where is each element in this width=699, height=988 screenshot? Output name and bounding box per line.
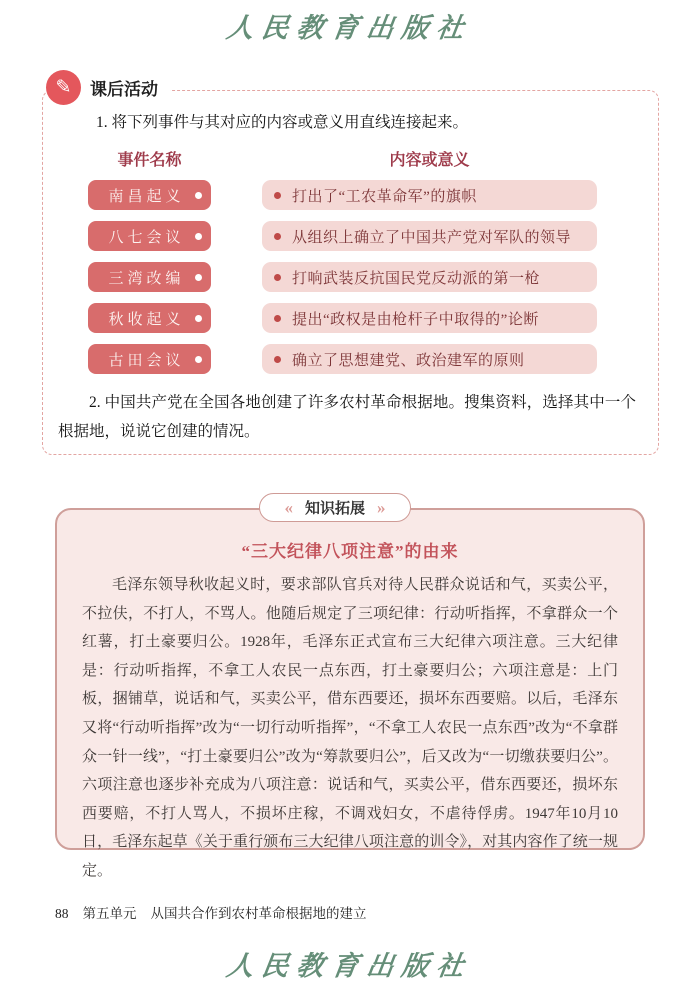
meaning-label: 从组织上确立了中国共产党对军队的领导 (292, 229, 572, 246)
publisher-watermark-top: 人民教育出版社 (224, 13, 474, 43)
connector-dot-icon[interactable] (195, 315, 202, 322)
event-label: 秋收起义 (108, 311, 185, 328)
publisher-watermark-bottom: 人民教育出版社 (224, 951, 474, 981)
matching-exercise (88, 180, 597, 385)
meaning-label: 打响武装反抗国民党反动派的第一枪 (292, 270, 541, 287)
event-label: 古田会议 (108, 352, 185, 369)
meaning-label: 提出“政权是由枪杆子中取得的”论断 (292, 311, 539, 328)
match-row (88, 262, 597, 292)
activity-question-1: 1. 将下列事件与其对应的内容或意义用直线连接起来。 (96, 114, 469, 131)
connector-dot-icon[interactable] (274, 356, 281, 363)
knowledge-badge-label: 知识拓展 (304, 500, 365, 517)
pencil-badge-icon: ✎ (46, 70, 81, 105)
match-row (88, 221, 597, 251)
knowledge-expansion-box (55, 508, 645, 879)
match-row (88, 344, 597, 374)
event-item[interactable] (88, 180, 211, 210)
meaning-item[interactable] (262, 180, 597, 210)
event-item[interactable] (88, 221, 211, 251)
connector-dot-icon[interactable] (274, 192, 281, 199)
knowledge-expansion-badge (259, 493, 411, 522)
knowledge-title: “三大纪律八项注意”的由来 (241, 542, 459, 561)
activity-section-title: 课后活动 (90, 80, 158, 99)
event-label: 三湾改编 (108, 270, 185, 287)
page-number: 88 (55, 906, 69, 921)
meaning-label: 打出了“工农革命军”的旗帜 (292, 188, 477, 205)
match-row (88, 180, 597, 210)
unit-title: 从国共合作到农村革命根据地的建立 (150, 906, 367, 921)
event-label: 南昌起义 (108, 188, 185, 205)
connector-dot-icon[interactable] (195, 192, 202, 199)
activity-question-2: 2. 中国共产党在全国各地创建了许多农村革命根据地。搜集资料，选择其中一个根据地，说说它创建的情况。 (58, 394, 636, 440)
activity-header (46, 70, 170, 105)
meaning-item[interactable] (262, 344, 597, 374)
unit-label: 第五单元 (82, 906, 137, 921)
connector-dot-icon[interactable] (195, 274, 202, 281)
chevron-left-icon: « (284, 498, 293, 517)
connector-dot-icon[interactable] (195, 233, 202, 240)
column-header-events: 事件名称 (117, 152, 182, 169)
meaning-item[interactable] (262, 303, 597, 333)
column-header-meanings: 内容或意义 (389, 152, 470, 169)
meaning-item[interactable] (262, 262, 597, 292)
match-row (88, 303, 597, 333)
event-label: 八七会议 (108, 229, 185, 246)
knowledge-body-text: 毛泽东领导秋收起义时，要求部队官兵对待人民群众说话和气，买卖公平，不拉伕，不打人，不骂人。他随后规定了三项纪律：行动听指挥，不拿群众一个红薯，打土豪要归公。1928年，毛泽东正式宣布三大纪律六项注意。三大纪律是：行动听指挥，不拿工人农民一点东西，打土豪要归公；六项注意是：上门板，捆铺草，说话和气，买卖公平，借东西要还，损坏东西要赔。以后，毛泽东又将“行动听指挥”改为“一切行动听指挥”，“不拿工人农民一点东西”改为“不拿群众一针一线”，“打土豪要归公”改为“筹款要归公”，后又改为“一切缴获要归公”。六项注意也逐步补充成为八项注意：说话和气，买卖公平，借东西要还，损坏东西要赔，不打人骂人，不损坏庄稼，不调戏妇女，不虐待俘虏。1947年10月10日，毛泽东起草《关于重行颁布三大纪律八项注意的训令》，对其内容作了统一规定。 (82, 577, 618, 879)
event-item[interactable] (88, 344, 211, 374)
page-footer (55, 902, 367, 922)
meaning-item[interactable] (262, 221, 597, 251)
event-item[interactable] (88, 262, 211, 292)
connector-dot-icon[interactable] (274, 315, 281, 322)
connector-dot-icon[interactable] (274, 233, 281, 240)
meaning-label: 确立了思想建党、政治建军的原则 (292, 352, 525, 369)
connector-dot-icon[interactable] (195, 356, 202, 363)
chevron-right-icon: » (377, 498, 386, 517)
event-item[interactable] (88, 303, 211, 333)
connector-dot-icon[interactable] (274, 274, 281, 281)
